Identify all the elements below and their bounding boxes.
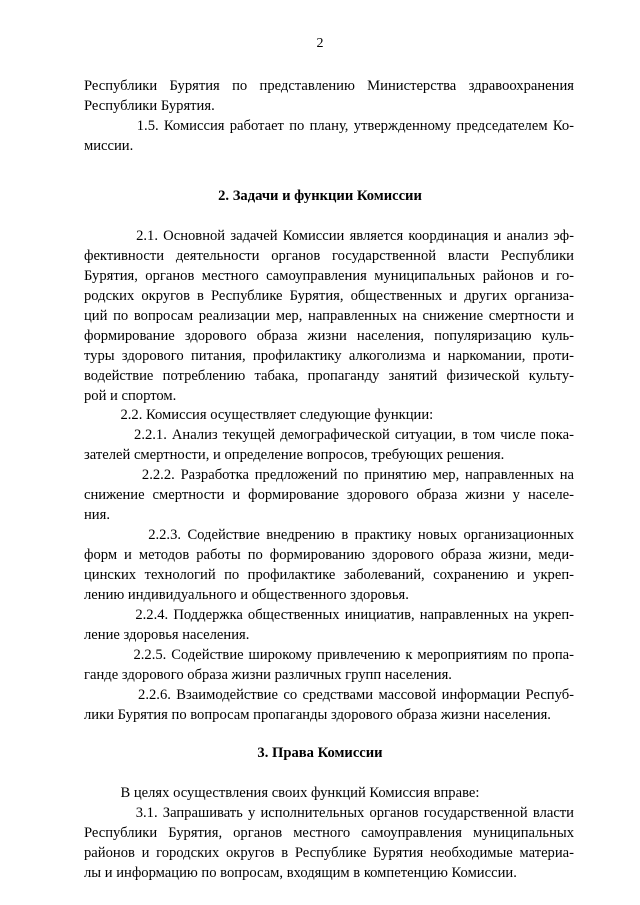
text-line: районов и городских округов в Республике Бурятия необходимые материа- bbox=[84, 845, 574, 861]
text-line: 2.2.4. Поддержка общественных инициатив, направленных на укреп- bbox=[84, 607, 574, 623]
text-line: рой и спортом. bbox=[84, 388, 177, 404]
text-line: 1.5. Комиссия работает по плану, утвержденному председателем Ко- bbox=[84, 118, 574, 134]
text-line: лы и информацию по вопросам, входящим в компетенцию Комиссии. bbox=[84, 865, 517, 881]
text-line: водействие потреблению табака, пропаганду занятий физической культу- bbox=[84, 368, 574, 384]
text-line: миссии. bbox=[84, 138, 134, 154]
text-line: ганде здорового образа жизни различных групп населения. bbox=[84, 667, 452, 683]
text-line: зателей смертности, и определение вопросов, требующих решения. bbox=[84, 447, 505, 463]
text-line: 3.1. Запрашивать у исполнительных органов государственной власти bbox=[84, 805, 574, 821]
section-heading: 2. Задачи и функции Комиссии bbox=[218, 188, 422, 204]
text-line: фективности деятельности органов государственной власти Республики bbox=[84, 248, 574, 264]
text-line: формирование здорового образа жизни населения, популяризацию куль- bbox=[84, 328, 574, 344]
text-line: Республики Бурятия. bbox=[84, 98, 215, 114]
text-line: 2.1. Основной задачей Комиссии является координация и анализ эф- bbox=[84, 228, 574, 244]
text-line: ление здоровья населения. bbox=[84, 627, 250, 643]
text-line: В целях осуществления своих функций Комиссия вправе: bbox=[84, 785, 480, 801]
text-line: 2.2.5. Содействие широкому привлечению к мероприятиям по пропа- bbox=[84, 647, 574, 663]
text-line: 2.2.2. Разработка предложений по принятию мер, направленных на bbox=[84, 467, 574, 483]
text-line: ния. bbox=[84, 507, 110, 523]
text-line: форм и методов работы по формированию здорового образа жизни, меди- bbox=[84, 547, 574, 563]
text-line: лики Бурятия по вопросам пропаганды здорового образа жизни населения. bbox=[84, 707, 551, 723]
text-line: цинских технологий по профилактике заболеваний, сохранению и укреп- bbox=[84, 567, 574, 583]
text-line: ций по вопросам реализации мер, направленных на снижение смертности и bbox=[84, 308, 574, 324]
text-line: снижение смертности и формирование здорового образа жизни у населе- bbox=[84, 487, 574, 503]
text-line: 2.2.1. Анализ текущей демографической ситуации, в том числе пока- bbox=[84, 427, 574, 443]
text-line: 2.2. Комиссия осуществляет следующие функции: bbox=[84, 407, 434, 423]
page-number: 2 bbox=[316, 36, 324, 51]
text-line: туры здорового питания, профилактику алкоголизма и наркомании, проти- bbox=[84, 348, 574, 364]
text-line: 2.2.6. Взаимодействие со средствами массовой информации Респуб- bbox=[84, 687, 574, 703]
text-line: лению индивидуального и общественного здоровья. bbox=[84, 587, 409, 603]
text-line: Республики Бурятия по представлению Министерства здравоохранения bbox=[84, 78, 574, 94]
text-line: 2.2.3. Содействие внедрению в практику новых организационных bbox=[84, 527, 574, 543]
section-heading: 3. Права Комиссии bbox=[257, 745, 383, 761]
text-line: Республики Бурятия, органов местного самоуправления муниципальных bbox=[84, 825, 574, 841]
text-line: родских округов в Республике Бурятия, общественных и других организа- bbox=[84, 288, 574, 304]
text-line: Бурятия, органов местного самоуправления муниципальных районов и го- bbox=[84, 268, 574, 284]
